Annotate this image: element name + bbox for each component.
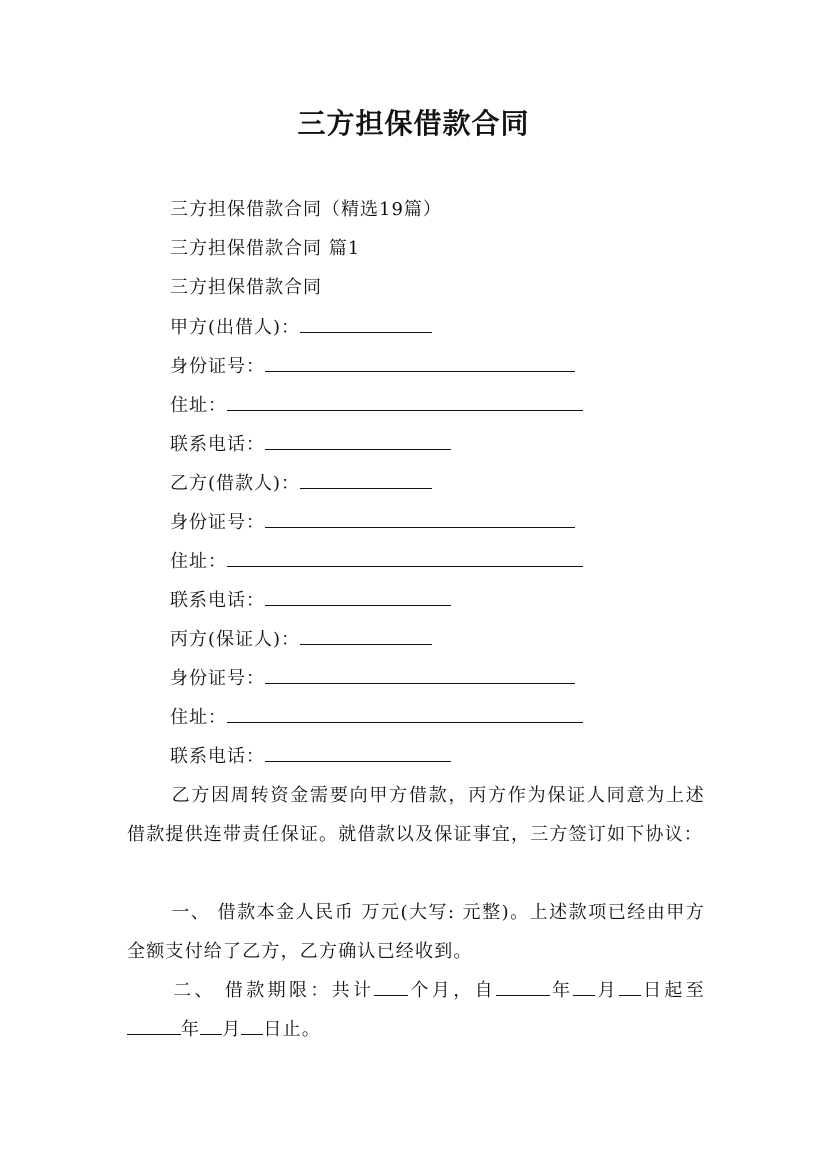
intro-paragraph: [127, 776, 705, 854]
clause-2-start-year: 年: [549, 980, 574, 1001]
party-b-name-blank: [300, 470, 432, 489]
document-title: 三方担保借款合同: [297, 107, 530, 140]
party-c-phone-blank: [265, 743, 451, 762]
section-heading: 三方担保借款合同 篇1: [170, 238, 361, 259]
party-c-name-label: 丙方(保证人)：: [170, 629, 301, 650]
clause-2-end-day: 日止。: [263, 1019, 322, 1040]
party-b-id-label: 身份证号：: [170, 512, 265, 533]
party-a-id-label: 身份证号：: [170, 356, 265, 377]
party-c-phone-row: [170, 743, 451, 769]
party-b-name-row: [170, 470, 432, 496]
party-c-address-label: 住址：: [170, 707, 227, 728]
party-c-name-row: [170, 626, 432, 652]
party-a-phone-row: [170, 431, 451, 457]
party-a-address-label: 住址：: [170, 395, 227, 416]
party-a-phone-blank: [265, 431, 451, 450]
party-b-phone-blank: [265, 587, 451, 606]
clause-2-end-month-blank: [200, 1016, 222, 1035]
party-a-name-label: 甲方(出借人)：: [170, 317, 301, 338]
clause-2-start-month: 月: [595, 980, 619, 1001]
clause-1: [127, 893, 705, 971]
clause-2-start-day-blank: [619, 977, 641, 996]
clause-2-start-month-blank: [573, 977, 595, 996]
party-c-id-blank: [265, 665, 575, 684]
clause-2-end-month: 月: [222, 1019, 242, 1040]
party-a-address-blank: [227, 392, 583, 411]
party-b-phone-row: [170, 587, 451, 613]
party-c-phone-label: 联系电话：: [170, 746, 265, 767]
party-c-id-label: 身份证号：: [170, 668, 265, 689]
intro-paragraph-text: 乙方因周转资金需要向甲方借款，丙方作为保证人同意为上述借款提供连带责任保证。就借款以及保证事宜，三方签订如下协议：: [127, 785, 705, 845]
document-subtitle: 三方担保借款合同（精选19篇）: [170, 199, 442, 220]
clause-2-months-blank: [374, 977, 408, 996]
clause-2-end-year: 年: [181, 1019, 201, 1040]
clause-2-to: 至: [685, 980, 705, 1001]
party-c-address-row: [170, 704, 583, 730]
clause-2-start-day: 日起: [640, 980, 686, 1001]
party-b-name-label: 乙方(借款人)：: [170, 473, 301, 494]
party-a-name-row: [170, 314, 432, 340]
clause-2: [127, 971, 705, 1049]
clause-2-end-day-blank: [241, 1016, 263, 1035]
clause-2-end-year-blank: [127, 1016, 181, 1035]
party-b-address-blank: [227, 548, 583, 567]
party-a-id-blank: [265, 353, 575, 372]
party-b-id-row: [170, 509, 575, 535]
party-b-address-row: [170, 548, 583, 574]
party-a-id-row: [170, 353, 575, 379]
party-b-id-blank: [265, 509, 575, 528]
clause-2-start-year-blank: [496, 977, 550, 996]
party-c-name-blank: [300, 626, 432, 645]
clause-2-prefix: 二、 借款期限：共计: [171, 980, 375, 1001]
party-b-phone-label: 联系电话：: [170, 590, 265, 611]
party-a-phone-label: 联系电话：: [170, 434, 265, 455]
clause-1-text: 一、 借款本金人民币 万元(大写: 元整)。上述款项已经由甲方全额支付给了乙方，乙方确认已经收到。: [127, 902, 705, 962]
party-c-id-row: [170, 665, 575, 691]
party-c-address-blank: [227, 704, 583, 723]
party-a-name-blank: [300, 314, 432, 333]
party-b-address-label: 住址：: [170, 551, 227, 572]
section-title: 三方担保借款合同: [170, 277, 322, 298]
clause-2-months-unit: 个月，自: [408, 980, 496, 1001]
party-a-address-row: [170, 392, 583, 418]
